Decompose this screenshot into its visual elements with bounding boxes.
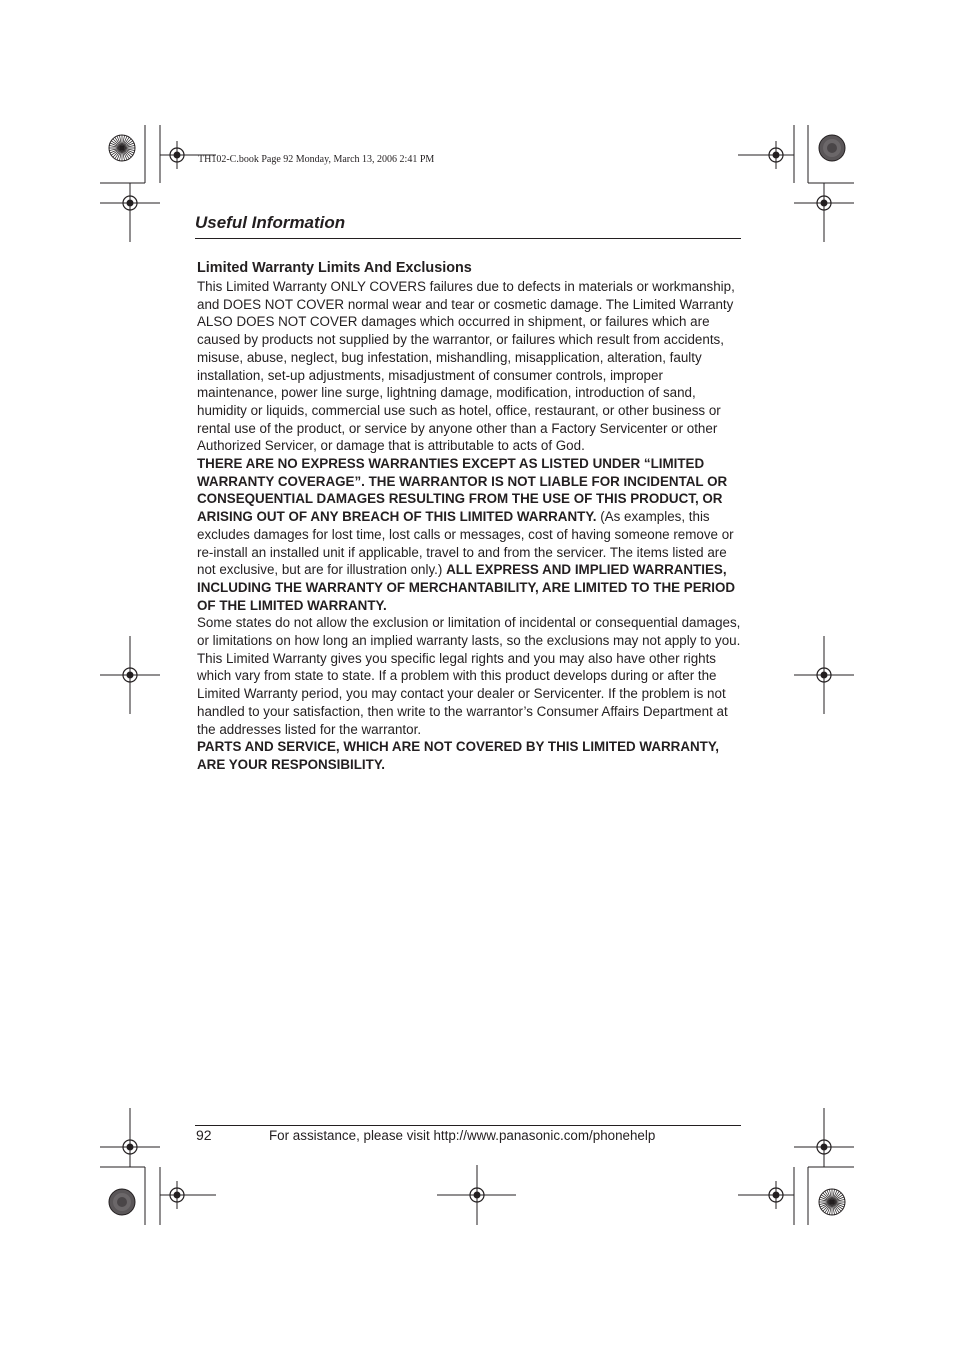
paragraph-no-express-warranties [197, 455, 742, 614]
paragraph-legal-rights: This Limited Warranty gives you specific legal rights and you may also have other rights which vary from state to state. If a problem with this product develops during or after the Limited Warranty period, you may contact your dealer or Servicenter. If the problem is not handled to your satisfaction, then write to the warrantor’s Consumer Affairs Department at the addresses listed for the warrantor. [197, 650, 728, 737]
paragraph-coverage-exclusions: This Limited Warranty ONLY COVERS failures due to defects in materials or workmanship, and DOES NOT COVER normal wear and tear or cosmetic damage. The Limited Warranty ALSO DOES NOT COVER damages which occurred in shipment, or failures which are caused by products not supplied by the warrantor, or failures which result from accidents, misuse, abuse, neglect, bug infestation, mishandling, misapplication, alteration, faulty installation, set-up adjustments, misadjustment of consumer controls, improper maintenance, power line surge, lightning damage, modification, introduction of sand, humidity or liquids, commercial use such as hotel, office, restaurant, or other business or rental use of the product, or service by anyone other than a Factory Servicenter or other Authorized Servicer, or damage that is attributable to acts of God. [197, 279, 735, 454]
parts-service-statement: PARTS AND SERVICE, WHICH ARE NOT COVERED BY THIS LIMITED WARRANTY, ARE YOUR RESPONSIBILITY. [197, 739, 720, 772]
header-rule [195, 238, 741, 239]
no-express-warranties-statement: THERE ARE NO EXPRESS WARRANTIES EXCEPT AS LISTED UNDER “LIMITED WARRANTY COVERAGE”. THE WARRANTOR IS NOT LIABLE FOR INCIDENTAL OR CONSEQUENTIAL DAMAGES RESULTING FROM THE USE OF THIS PRODUCT, OR ARISING OUT OF ANY BREACH OF THIS LIMITED WARRANTY. [197, 456, 728, 525]
warranty-body [197, 259, 742, 774]
paragraph-parts-and-service [197, 738, 742, 773]
assistance-footer: For assistance, please visit http://www.panasonic.com/phonehelp [269, 1128, 656, 1143]
damage-examples-text: (As examples, this excludes damages for lost time, lost calls or messages, cost of having someone remove or re-install an installed unit if applicable, travel to and from the servicer. The items listed are not exclusive, but are for illustration only.) [197, 509, 734, 578]
paragraph-state-limitations: Some states do not allow the exclusion or limitation of incidental or consequential damages, or limitations on how long an implied warranty lasts, so the exclusions may not apply to you. [197, 615, 741, 649]
warranty-heading: Limited Warranty Limits And Exclusions [197, 260, 472, 276]
footer-rule [195, 1125, 741, 1126]
implied-warranties-statement: ALL EXPRESS AND IMPLIED WARRANTIES, INCLUDING THE WARRANTY OF MERCHANTABILITY, ARE LIMITED TO THE PERIOD OF THE LIMITED WARRANTY. [197, 562, 736, 613]
section-title: Useful Information [195, 213, 346, 232]
page-number: 92 [196, 1127, 212, 1143]
book-file-info: TH102-C.book Page 92 Monday, March 13, 2006 2:41 PM [198, 154, 435, 165]
